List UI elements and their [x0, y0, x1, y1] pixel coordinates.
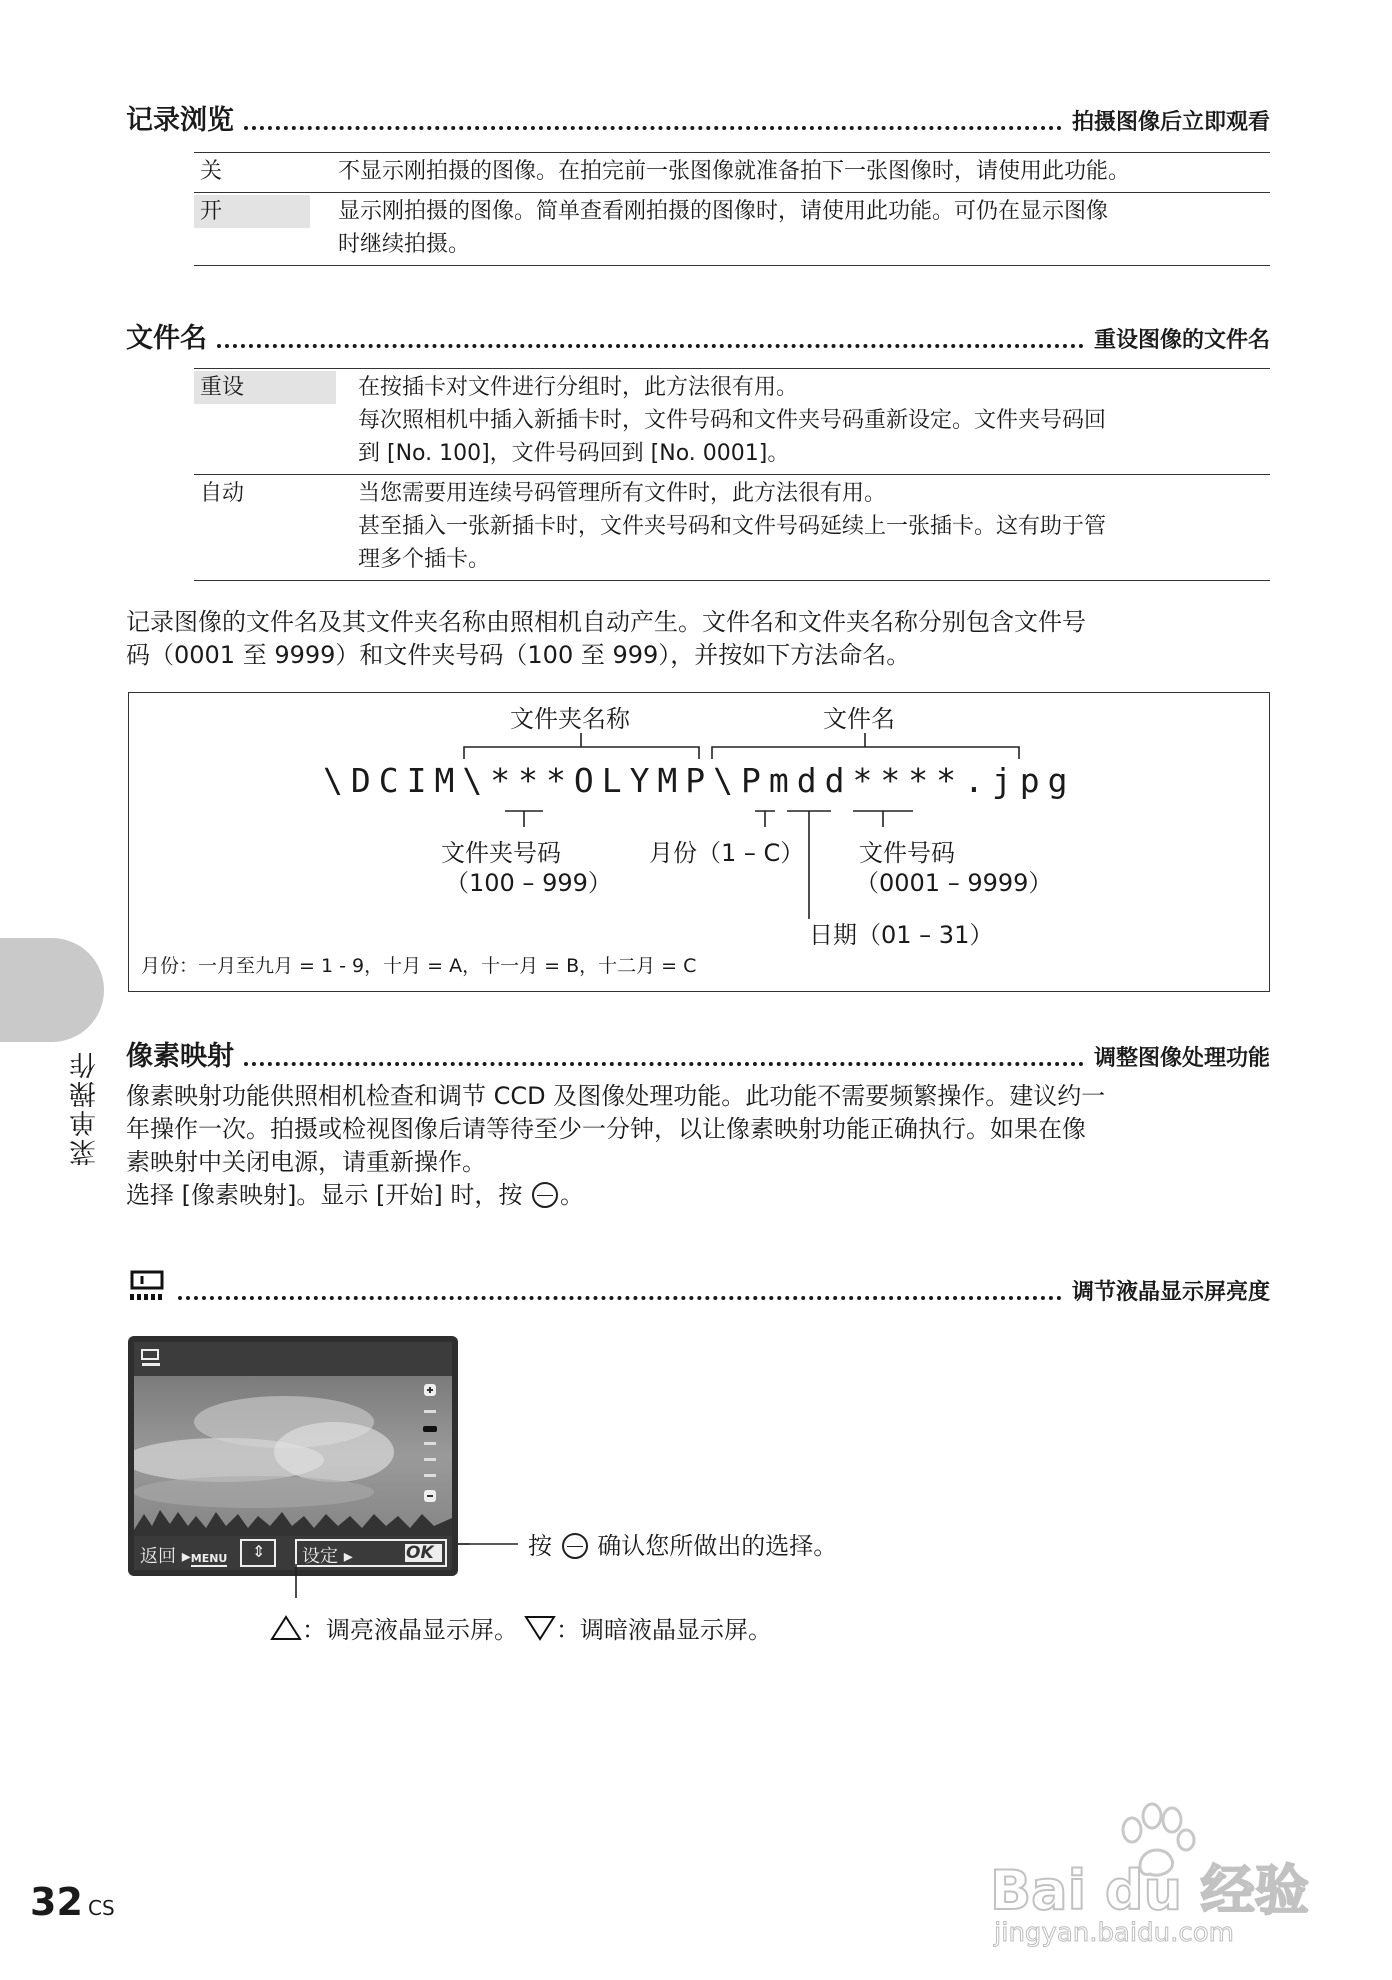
filename-path [323, 761, 1076, 800]
olymp-text: OLYMP [573, 761, 714, 800]
lcd-ok-label: OK [406, 1543, 434, 1563]
option-label: 重设 [194, 371, 336, 404]
watermark-main: Bai du 经验 [990, 1859, 1309, 1922]
leader-dots [244, 1062, 1084, 1066]
option-label: 自动 [200, 481, 245, 506]
folder-number-label: 文件夹号码 [441, 839, 561, 867]
option-text: 当您需要用连续号码管理所有文件时，此方法很有用。 甚至插入一张新插卡时，文件夹号码和文件号码延续上一张插卡。这有助于管 理多个插卡。 [358, 481, 1107, 572]
lcd-set-label: 设定 ▸ [302, 1546, 353, 1567]
down-triangle-icon [524, 1614, 556, 1642]
leader-dots [244, 126, 1062, 130]
pixel-mapping-paragraph: 像素映射功能供照相机检查和调节 CCD 及图像处理功能。此功能不需要频繁操作。建议约一 年操作一次。拍摄或检视图像后请等待至少一分钟，以让像素映射功能正确执行。如果在像 素映射中关闭电源，请重新操作。 选择 [像素映射]。显示 [开始] 时，按 。 [126, 1080, 1105, 1212]
month-note: 月份：一月至九月 = 1 - 9，十月 = A，十一月 = B，十二月 = C [141, 955, 697, 977]
confirm-instruction: 按 确认您所做出的选择。 [528, 1532, 838, 1560]
p-char: P [741, 761, 769, 800]
filename-section-header [126, 312, 1270, 352]
option-text: 不显示刚拍摄的图像。在拍完前一张图像就准备拍下一张图像时，请使用此功能。 [338, 159, 1131, 184]
pixel-mapping-section-header [126, 1030, 1270, 1070]
day-label: 日期（01 – 31） [809, 921, 994, 949]
lcd-brightness-icon [126, 1270, 174, 1304]
pixel-mapping-desc: 调整图像处理功能 [1093, 1046, 1270, 1071]
review-row-off [194, 153, 1270, 193]
filename-row-auto [194, 475, 1270, 581]
filename-row-reset [194, 369, 1270, 475]
folder-name-label: 文件夹名称 [510, 705, 630, 733]
file-number-range: （0001 – 9999） [855, 869, 1053, 897]
review-title: 记录浏览 [126, 105, 234, 136]
lcd-brightness-section-header [126, 1264, 1270, 1304]
path-prefix: \DCIM\ [323, 761, 491, 800]
lcd-back-label: 返回 ▸MENU [140, 1546, 228, 1567]
watermark-url: jingyan.baidu.com [994, 1918, 1234, 1948]
review-section-header [126, 94, 1270, 134]
up-triangle-icon [270, 1614, 302, 1642]
file-number-label: 文件号码 [859, 839, 955, 867]
option-label: 关 [200, 159, 223, 184]
leader-dots [178, 1296, 1062, 1300]
filename-paragraph: 记录图像的文件名及其文件夹名称由照相机自动产生。文件名和文件夹名称分别包含文件号 码（0001 至 9999）和文件夹号码（100 至 999），并按如下方法命名。 [126, 608, 1086, 669]
review-desc: 拍摄图像后立即观看 [1071, 110, 1270, 135]
folder-number-stars: *** [490, 761, 574, 800]
lcd-brightness-desc: 调节液晶显示屏亮度 [1071, 1280, 1270, 1305]
ok-func-button-icon [532, 1182, 558, 1208]
pixel-mapping-instruction: 选择 [像素映射]。显示 [开始] 时，按 。 [126, 1181, 584, 1209]
pixel-mapping-title: 像素映射 [126, 1041, 234, 1072]
filename-desc: 重设图像的文件名 [1093, 328, 1270, 353]
page-number: 32 [30, 1880, 83, 1924]
page-footer [30, 1880, 115, 1924]
review-options-table [194, 152, 1270, 266]
filename-options-table [194, 368, 1270, 581]
callout-lines [270, 1520, 470, 1600]
month-label: 月份（1 – C） [649, 839, 805, 867]
side-tab-marker [0, 938, 104, 1042]
option-label: 开 [194, 195, 310, 228]
filename-diagram [128, 692, 1270, 992]
ok-func-button-icon [562, 1533, 588, 1559]
extension: .jpg [964, 761, 1076, 800]
up-down-icon: ⇕ [252, 1542, 266, 1561]
file-number-stars: **** [852, 761, 965, 800]
day-chars: dd [796, 761, 853, 800]
folder-number-range: （100 – 999） [445, 869, 612, 897]
language-code: CS [87, 1896, 115, 1920]
month-char: m [768, 761, 797, 800]
review-row-on [194, 193, 1270, 266]
file-name-label: 文件名 [823, 705, 895, 733]
brightness-legend: ：调亮液晶显示屏。 ：调暗液晶显示屏。 [270, 1610, 772, 1645]
option-text: 在按插卡对文件进行分组时，此方法很有用。 每次照相机中插入新插卡时，文件号码和文件夹号码重新设定。文件夹号码回 到 [No. 100]，文件号码回到 [No. 0001]。 [358, 375, 1107, 466]
filename-title: 文件名 [126, 323, 207, 354]
option-text: 显示刚拍摄的图像。简单查看刚拍摄的图像时，请使用此功能。可仍在显示图像 时继续拍摄。 [338, 199, 1109, 257]
side-tab-label: 菜单操作 [70, 1050, 101, 1166]
baidu-watermark [990, 1800, 1309, 1950]
leader-dots [217, 344, 1084, 348]
path-separator: \ [713, 761, 742, 800]
